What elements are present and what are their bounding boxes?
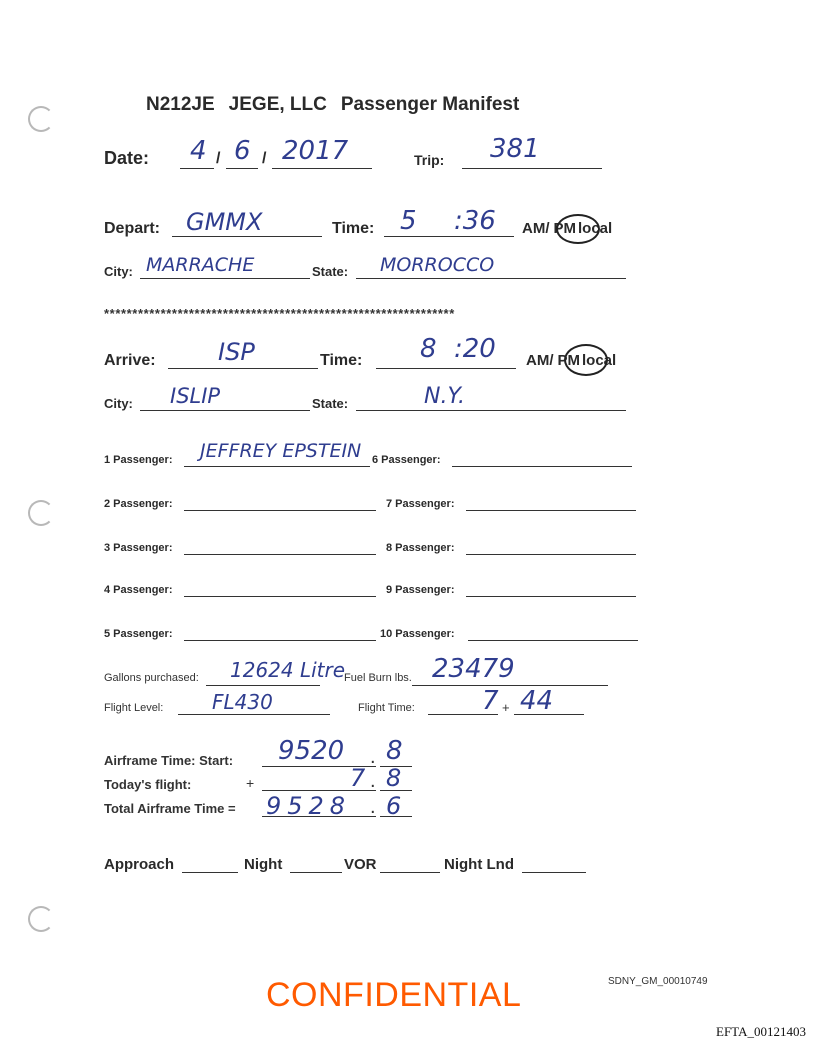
night-label: Night [244, 856, 283, 873]
passenger-label: 5 Passenger: [104, 628, 173, 640]
depart-state: MORROCCO [380, 254, 495, 276]
depart-state-label: State: [312, 264, 349, 279]
depart-hour: 5 [400, 206, 417, 236]
flight-level-value: FL430 [212, 690, 273, 714]
arrive-state: N.Y. [424, 384, 466, 409]
passenger-label: 1 Passenger: [104, 454, 173, 466]
form-title: Passenger Manifest [340, 94, 520, 115]
airframe-start-whole: 9520 [278, 736, 345, 766]
flight-level-label: Flight Level: [104, 702, 164, 714]
arrive-city-label: City: [104, 396, 133, 411]
arrive-hour: 8 [420, 334, 437, 364]
decimal-point: . [370, 770, 376, 792]
depart-ampm: AM/ PM local [522, 220, 613, 237]
pm-circle-mark [564, 344, 608, 376]
vor-label: VOR [344, 856, 377, 873]
passenger-label: 8 Passenger: [386, 542, 455, 554]
arrive-city: ISLIP [170, 384, 221, 408]
decimal-point: . [370, 746, 376, 768]
flight-time-label: Flight Time: [358, 702, 415, 714]
airframe-start-decimal: 8 [386, 736, 403, 766]
arrive-airport: ISP [218, 338, 255, 366]
date-day: 6 [234, 136, 251, 166]
fuel-burn-value: 23479 [432, 654, 515, 684]
passenger-label: 6 Passenger: [372, 454, 441, 466]
asterisk-divider: ************************************************************** [104, 306, 455, 321]
date-month: 4 [190, 136, 207, 166]
bates-number: SDNY_GM_00010749 [608, 976, 708, 987]
date-year: 2017 [282, 136, 349, 166]
depart-city-label: City: [104, 264, 133, 279]
confidential-stamp: CONFIDENTIAL [266, 976, 522, 1014]
depart-airport: GMMX [186, 208, 263, 236]
arrive-ampm: AM/ PM local [526, 352, 617, 369]
arrive-minute: :20 [454, 334, 496, 364]
total-airframe-label: Total Airframe Time = [104, 801, 236, 816]
passenger-name: JEFFREY EPSTEIN [200, 440, 362, 462]
trip-label: Trip: [414, 152, 445, 168]
gallons-value: 12624 Litre [230, 658, 346, 682]
binder-hole [28, 906, 54, 932]
passenger-label: 10 Passenger: [380, 628, 455, 640]
passenger-label: 2 Passenger: [104, 498, 173, 510]
flight-time-plus: + [502, 700, 510, 715]
passenger-label: 9 Passenger: [386, 584, 455, 596]
date-separator: / [262, 150, 267, 167]
total-airframe-whole: 9528 [266, 792, 352, 820]
total-airframe-decimal: 6 [386, 792, 402, 820]
flight-time-minutes: 44 [520, 686, 554, 716]
tail-number: N212JE [146, 94, 215, 115]
airframe-start-label: Airframe Time: Start: [104, 753, 234, 768]
todays-flight-decimal: 8 [386, 764, 402, 792]
todays-flight-plus: + [246, 775, 255, 791]
decimal-point: . [370, 796, 376, 818]
passenger-label: 3 Passenger: [104, 542, 173, 554]
arrive-label: Arrive: [104, 352, 156, 369]
approach-label: Approach [104, 856, 175, 873]
todays-flight-label: Today's flight: [104, 777, 192, 792]
fuel-burn-label: Fuel Burn lbs. [344, 672, 412, 684]
binder-hole [28, 500, 54, 526]
passenger-label: 4 Passenger: [104, 584, 173, 596]
todays-flight-whole: 7 [350, 764, 366, 792]
company-name: JEGE, LLC [228, 94, 327, 115]
depart-minute: :36 [454, 206, 496, 236]
gallons-label: Gallons purchased: [104, 672, 199, 684]
arrive-time-label: Time: [320, 352, 363, 369]
trip-number: 381 [490, 134, 540, 164]
depart-label: Depart: [104, 220, 161, 237]
date-separator: / [216, 150, 221, 167]
page-title [146, 94, 519, 116]
passenger-label: 7 Passenger: [386, 498, 455, 510]
night-landing-label: Night Lnd [444, 856, 514, 873]
pm-circle-mark [556, 214, 600, 244]
flight-time-hours: 7 [482, 686, 499, 716]
date-label: Date: [104, 148, 150, 168]
efta-number: EFTA_00121403 [716, 1024, 806, 1039]
binder-hole [28, 106, 54, 132]
arrive-state-label: State: [312, 396, 349, 411]
depart-time-label: Time: [332, 220, 375, 237]
depart-city: MARRACHE [146, 254, 255, 276]
